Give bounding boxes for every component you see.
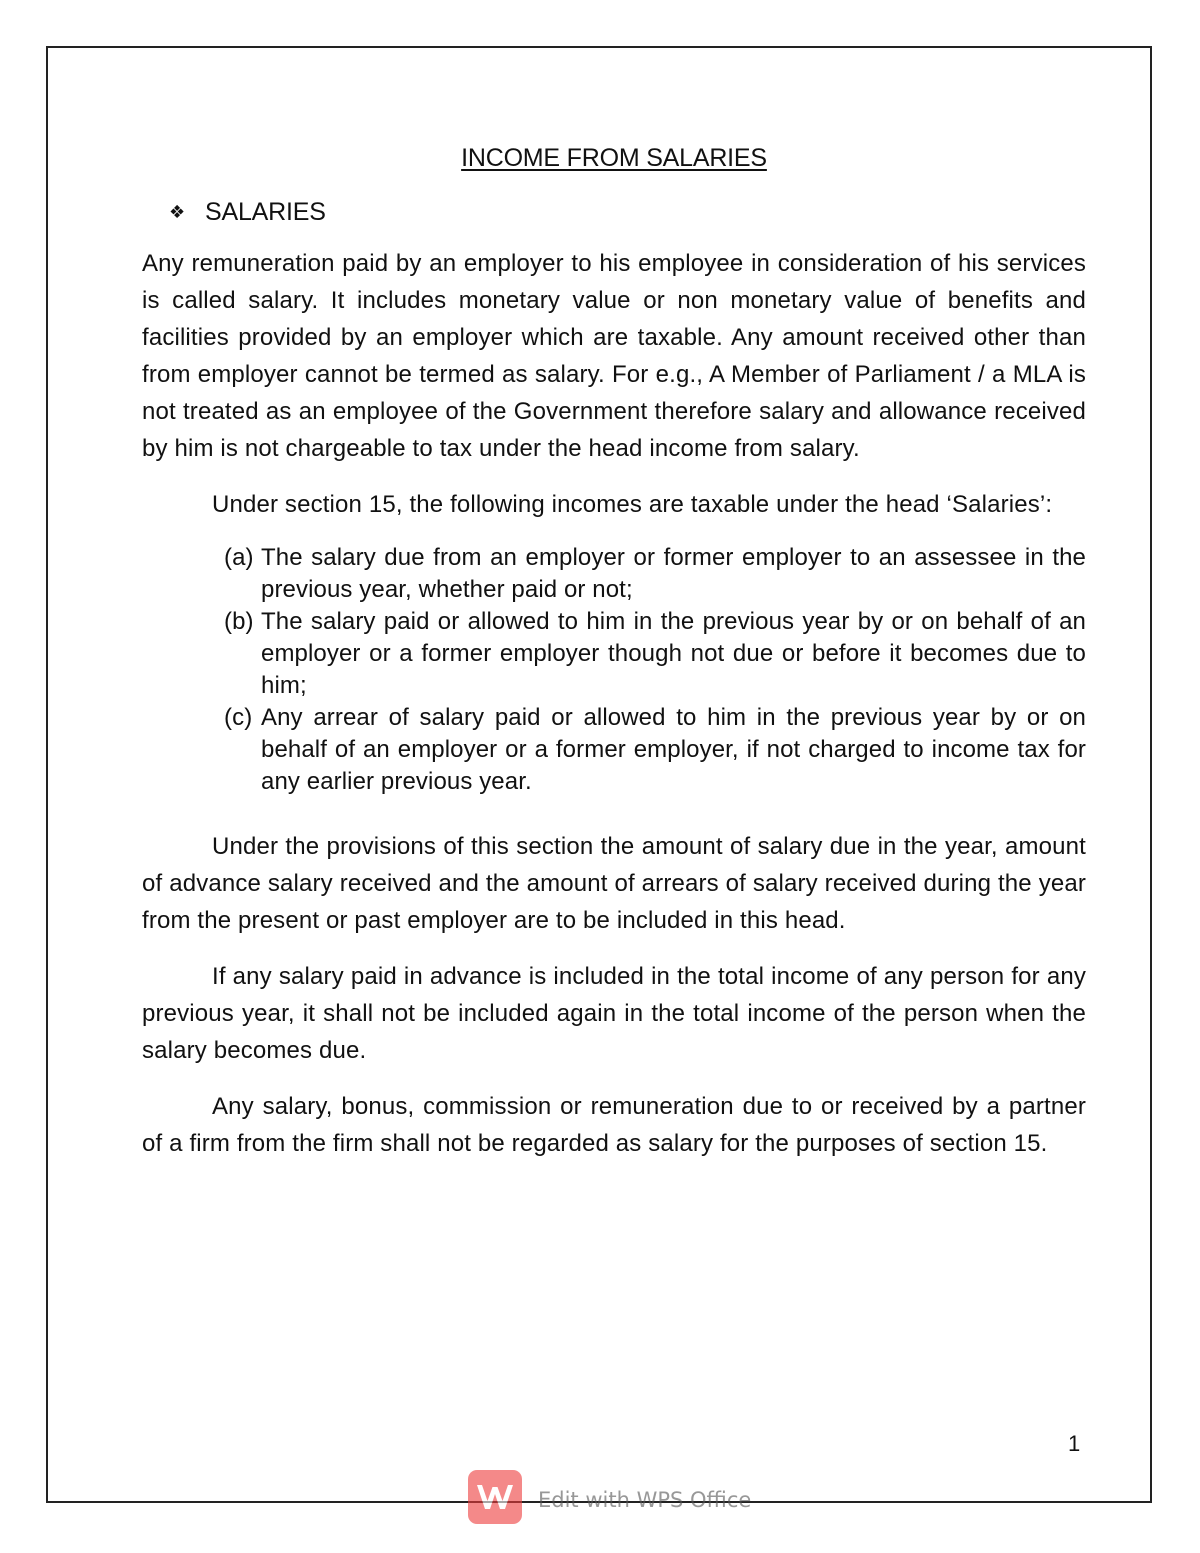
- document-body: [142, 138, 1086, 1162]
- list-item-text: The salary due from an employer or former employer to an assessee in the previous year, whether paid or not;: [261, 544, 1086, 603]
- section-heading-text: SALARIES: [205, 198, 326, 226]
- section-heading: [167, 192, 1086, 232]
- paragraph-partner-salary: Any salary, bonus, commission or remuneration due to or received by a partner of a firm from the firm shall not be regarded as salary for the purposes of section 15.: [142, 1093, 1086, 1157]
- list-item-text: The salary paid or allowed to him in the previous year by or on behalf of an employer or a former employer though not due or before it becomes due to him;: [261, 608, 1086, 699]
- list-item: [224, 542, 1086, 606]
- document-title: INCOME FROM SALARIES: [461, 144, 767, 172]
- paragraph-definition: Any remuneration paid by an employer to his employee in consideration of his services is called salary. It includes monetary value or non monetary value of benefits and facilities provided by an employer which are taxable. Any amount received other than from employer cannot be termed as salary. For e.g., A Member of Parliament / a MLA is not treated as an employee of the Government therefore salary and allowance received by him is not chargeable to tax under the head income from salary.: [142, 250, 1086, 462]
- list-item-marker: (a): [224, 544, 254, 571]
- list-item: [224, 606, 1086, 702]
- list-item-marker: (c): [224, 704, 253, 731]
- diamond-bullet-icon: ❖: [169, 202, 185, 222]
- list-item-text: Any arrear of salary paid or allowed to him in the previous year by or on behalf of an employer or a former employer, if not charged to income tax for any earlier previous year.: [261, 704, 1086, 795]
- list-item-marker: (b): [224, 608, 254, 635]
- wps-watermark[interactable]: [468, 1470, 751, 1524]
- paragraph-provisions: Under the provisions of this section the amount of salary due in the year, amount of advance salary received and the amount of arrears of salary received during the year from the present or past employer are to be included in this head.: [142, 833, 1086, 934]
- wps-watermark-text: Edit with WPS Office: [538, 1488, 752, 1512]
- wps-logo-icon: [468, 1470, 522, 1524]
- page-number: 1: [1068, 1431, 1081, 1456]
- list-item: [224, 702, 1086, 798]
- paragraph-advance-salary: If any salary paid in advance is included in the total income of any person for any previous year, it shall not be included again in the total income of the person when the salary becomes due.: [142, 963, 1086, 1064]
- taxable-incomes-list: [224, 542, 1086, 798]
- paragraph-section-15-intro: Under section 15, the following incomes are taxable under the head ‘Salaries’:: [212, 491, 1053, 518]
